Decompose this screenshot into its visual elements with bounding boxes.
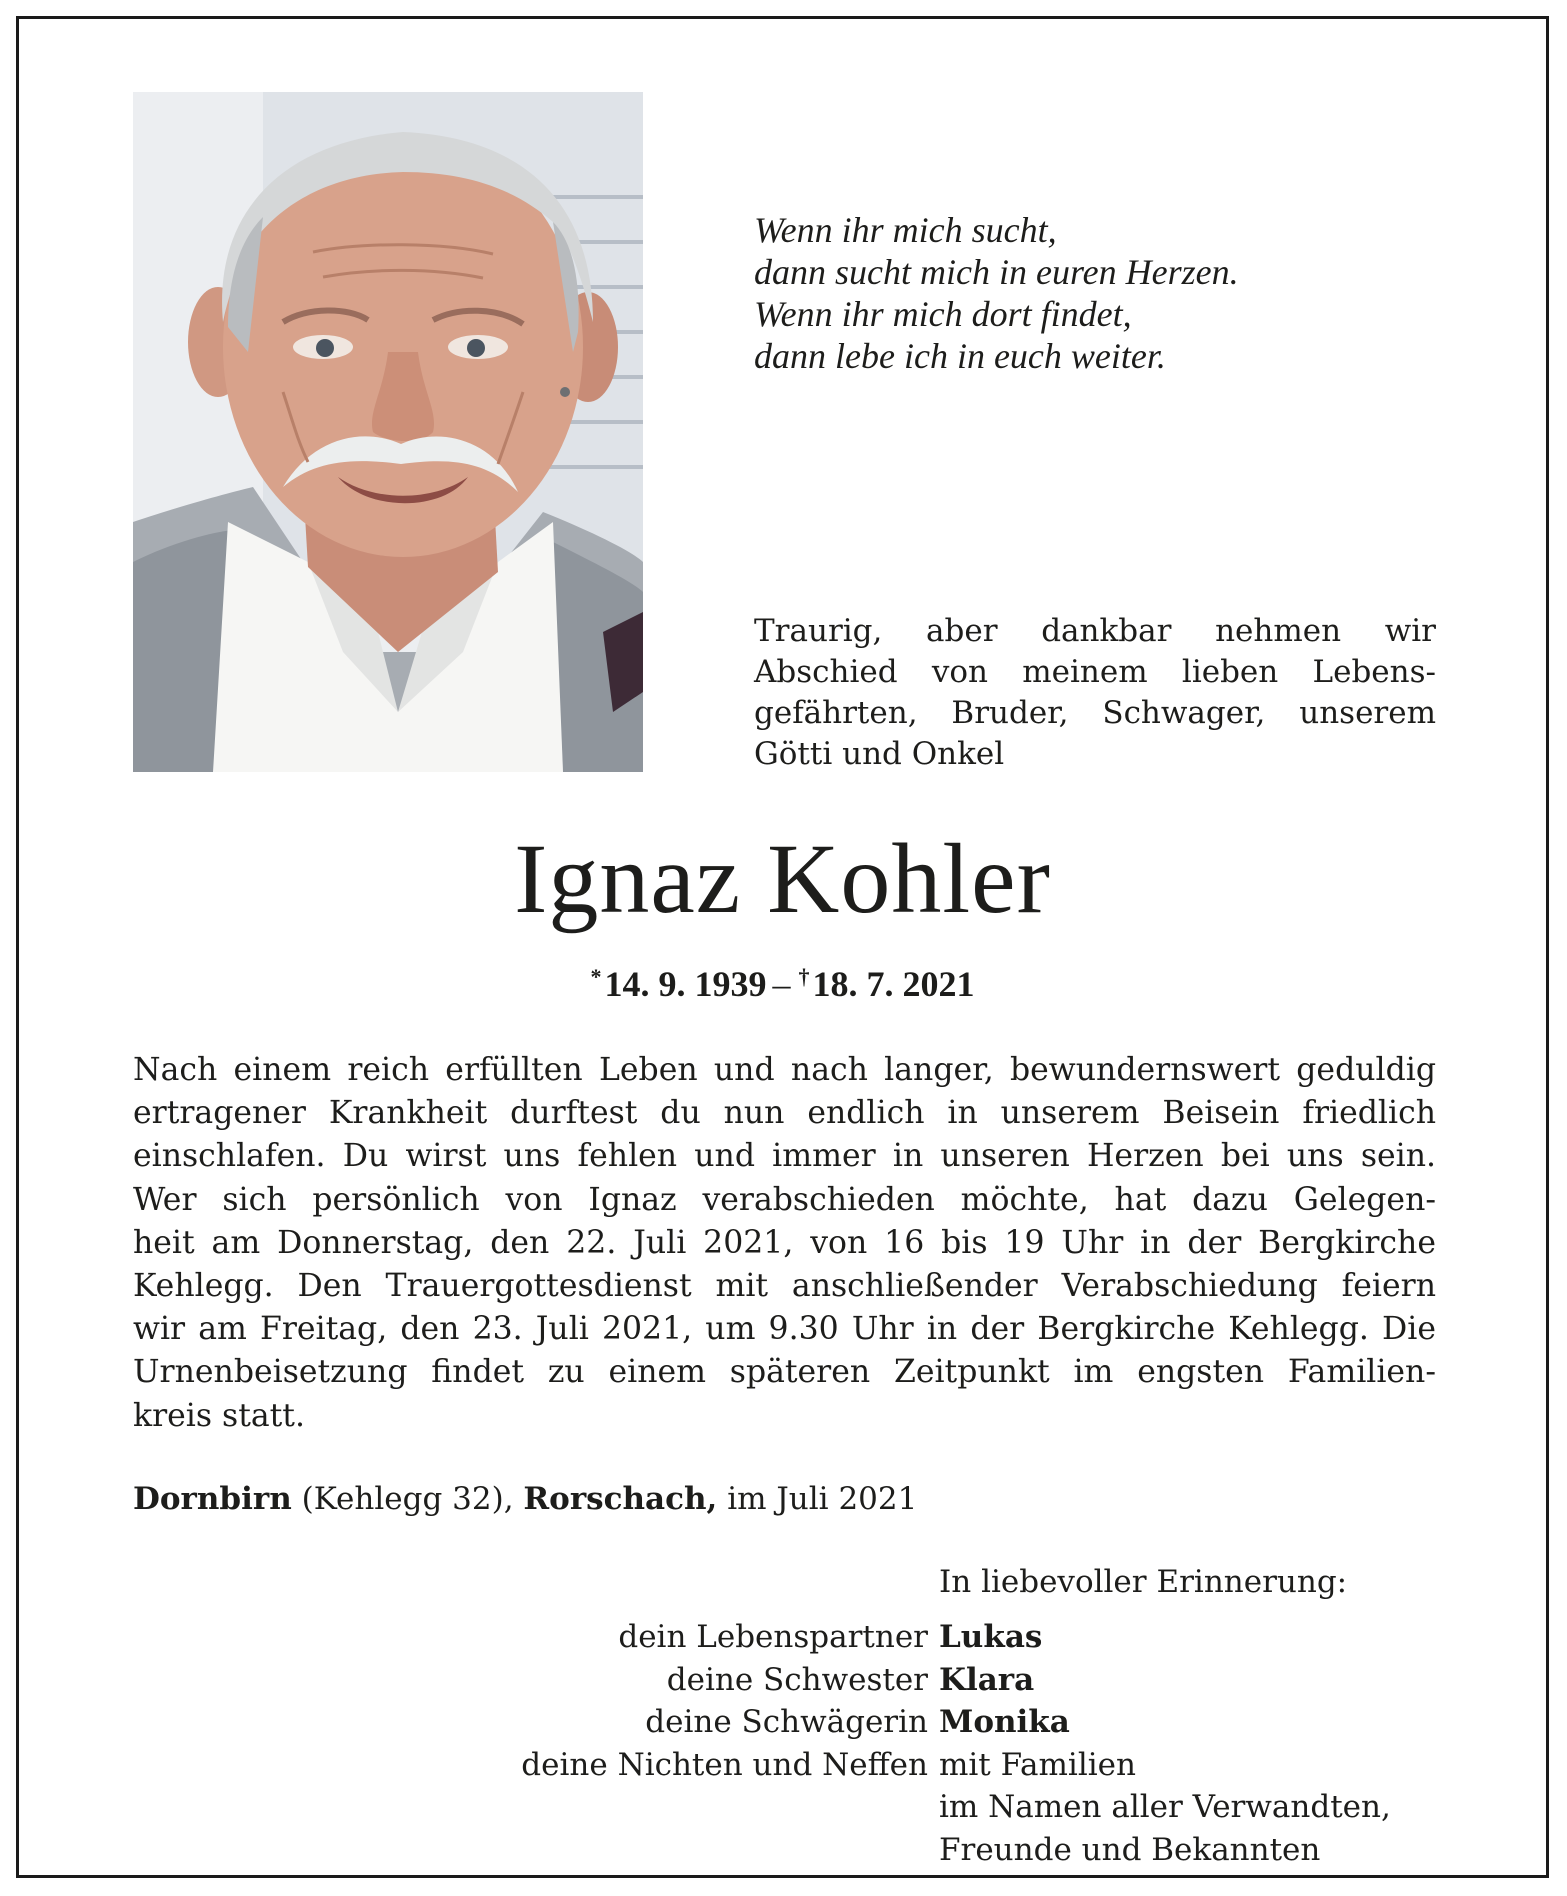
farewell-intro — [754, 611, 1436, 775]
death-symbol: † — [798, 964, 810, 989]
birth-date: 14. 9. 1939 — [604, 964, 767, 1004]
intro-line: Abschied von meinem lieben Lebens- — [754, 654, 1436, 690]
mourner-row — [19, 1701, 1552, 1744]
body-line: einschlafen. Du wirst uns fehlen und immer in unseren Herzen bei uns sein. — [133, 1138, 1436, 1175]
poem-line: Wenn ihr mich sucht, — [754, 210, 1057, 250]
poem-line: dann sucht mich in euren Herzen. — [754, 252, 1239, 292]
body-line: Urnenbeisetzung findet zu einem späteren Zeitpunkt im engsten Familien- — [133, 1354, 1436, 1391]
body-line: wir am Freitag, den 23. Juli 2021, um 9.30 Uhr in der Bergkirche Kehlegg. Die — [133, 1311, 1436, 1348]
mourner-relation: deine Schwägerin — [645, 1704, 928, 1740]
portrait-photo — [133, 92, 643, 772]
life-dates — [19, 957, 1546, 1004]
poem-line: dann lebe ich in euch weiter. — [754, 336, 1166, 376]
body-line: Kehlegg. Den Trauergottesdienst mit anschließender Verabschiedung feiern — [133, 1268, 1436, 1305]
body-line: Nach einem reich erfüllten Leben und nach langer, bewundernswert geduldig — [133, 1052, 1436, 1088]
mourner-name: Klara — [939, 1661, 1035, 1698]
portrait-image — [133, 92, 643, 772]
mourner-row — [19, 1786, 1552, 1829]
place-address: (Kehlegg 32), — [291, 1481, 524, 1517]
date-separator: – — [772, 964, 791, 1004]
body-line: kreis statt. — [133, 1397, 305, 1434]
body-line: ertragener Krankheit durftest du nun endlich in unserem Beisein friedlich — [133, 1095, 1436, 1132]
signoff-heading: In liebevoller Erinnerung: — [939, 1564, 1348, 1600]
mourner-row — [19, 1616, 1552, 1659]
mourner-relation: dein Lebenspartner — [618, 1619, 928, 1655]
place-date: im Juli 2021 — [717, 1481, 918, 1517]
birth-symbol: * — [590, 964, 602, 989]
mourner-name: im Namen aller Verwandten, — [939, 1789, 1391, 1825]
mourners-list — [19, 1616, 1552, 1871]
deceased-name: Ignaz Kohler — [514, 823, 1051, 934]
intro-line: Götti und Onkel — [754, 736, 1005, 772]
mourner-name: Lukas — [939, 1619, 1043, 1655]
mourner-name: Freunde und Bekannten — [939, 1831, 1321, 1868]
obituary-text — [133, 1049, 1436, 1438]
mourner-name: Monika — [939, 1704, 1070, 1740]
mourner-relation: deine Nichten und Neffen — [521, 1746, 928, 1783]
mourner-relation: deine Schwester — [666, 1661, 928, 1698]
body-line: Wer sich persönlich von Ignaz verabschieden möchte, hat dazu Gelegen- — [133, 1181, 1436, 1218]
place-and-date — [133, 1479, 917, 1519]
death-date: 18. 7. 2021 — [812, 964, 975, 1004]
body-line: heit am Donnerstag, den 22. Juli 2021, von 16 bis 19 Uhr in der Bergkirche — [133, 1224, 1436, 1261]
mourner-row — [19, 1829, 1552, 1872]
mourner-row — [19, 1744, 1552, 1787]
poem-line: Wenn ihr mich dort findet, — [754, 294, 1132, 334]
place-city-second: Rorschach, — [523, 1481, 718, 1517]
obituary-page — [16, 16, 1549, 1878]
intro-line: gefährten, Bruder, Schwager, unserem — [754, 695, 1436, 731]
poem — [754, 209, 1374, 377]
place-city: Dornbirn — [133, 1481, 292, 1517]
mourner-name: mit Familien — [939, 1746, 1136, 1783]
intro-line: Traurig, aber dankbar nehmen wir — [754, 613, 1436, 649]
mourner-row — [19, 1659, 1552, 1702]
